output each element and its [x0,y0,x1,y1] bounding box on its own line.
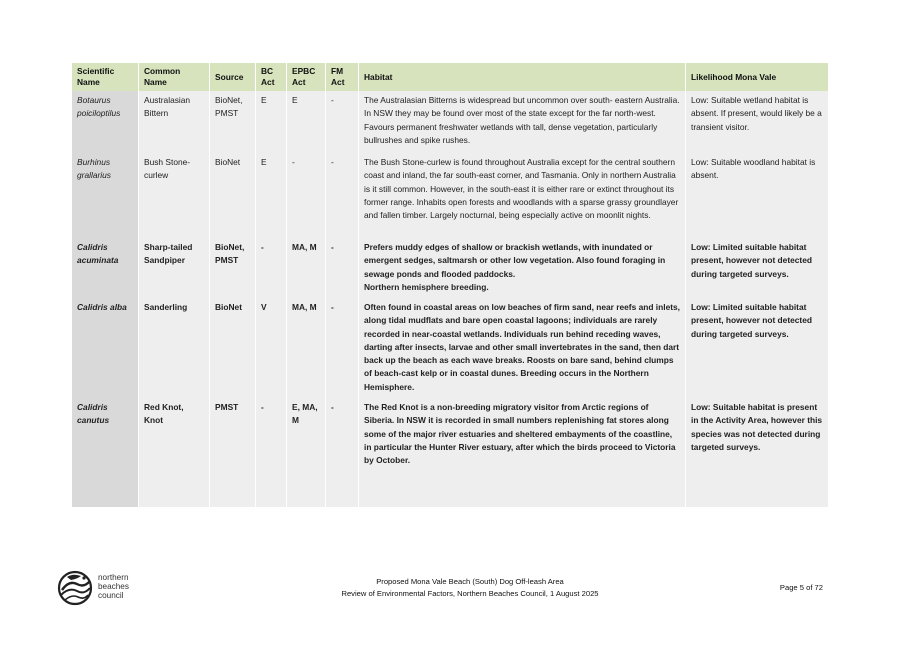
species-table [71,63,829,507]
likelihood-cell: Low: Limited suitable habitat present, however not detected during targeted surveys. [686,238,828,298]
table-row [72,91,828,153]
scientific-name-cell: Calidris alba [72,298,138,398]
page-number: Page 5 of 72 [779,583,823,592]
footer-title: Proposed Mona Vale Beach (South) Dog Off-leash Area [376,577,564,586]
footer-document-title [250,576,690,599]
header-common-name: Common Name [139,63,209,91]
scientific-name-cell: Calidris canutus [72,398,138,507]
scientific-name-cell: Calidris acuminata [72,238,138,298]
northern-beaches-council-logo-icon [57,570,95,606]
fm-act-cell: - [326,238,358,298]
epbc-act-cell: MA, M [287,298,325,398]
header-scientific-name: Scientific Name [72,63,138,91]
council-name-line: northern [98,573,129,582]
epbc-act-cell: E [287,91,325,153]
fm-act-cell: - [326,298,358,398]
common-name-cell: Sharp-tailed Sandpiper [139,238,209,298]
source-cell: PMST [210,398,255,507]
table-header-row [72,63,828,91]
header-source: Source [210,63,255,91]
source-cell: BioNet [210,298,255,398]
fm-act-cell: - [326,91,358,153]
habitat-cell: The Bush Stone-curlew is found throughout Australia except for the central southern coast and inland, the far south-east corner, and Tasmania. Only in northern Australia is it still common. However, in the south-east it is either rare or extinct throughout its former range. Inhabits open forests and woodlands with a sparse grassy groundlayer and fallen timber. Largely nocturnal, being especially active on moonlit nights. [359,153,685,238]
table-row [72,398,828,507]
bc-act-cell: - [256,398,286,507]
bc-act-cell: V [256,298,286,398]
likelihood-cell: Low: Suitable woodland habitat is absent. [686,153,828,238]
source-cell: BioNet, PMST [210,238,255,298]
common-name-cell: Bush Stone-curlew [139,153,209,238]
habitat-text: Prefers muddy edges of shallow or brackish wetlands, with inundated or emergent sedges, saltmarsh or other low vegetation. Also found foraging in sewage ponds and flooded paddocks. [364,242,666,279]
epbc-act-cell: MA, M [287,238,325,298]
common-name-cell: Red Knot, Knot [139,398,209,507]
table-row [72,238,828,298]
header-epbc-act: EPBC Act [287,63,325,91]
fm-act-cell: - [326,153,358,238]
header-bc-act: BC Act [256,63,286,91]
fm-act-cell: - [326,398,358,507]
habitat-cell: The Australasian Bitterns is widespread but uncommon over south- eastern Australia. In NSW they may be found over most of the state except for the far north-west. Favours permanent freshwater wetlands with tall, dense vegetation, particularly bullrushes and spike rushes. [359,91,685,153]
common-name-cell: Sanderling [139,298,209,398]
source-cell: BioNet, PMST [210,91,255,153]
table-row [72,298,828,398]
epbc-act-cell: - [287,153,325,238]
habitat-cell [359,238,685,298]
bc-act-cell: - [256,238,286,298]
header-likelihood: Likelihood Mona Vale [686,63,828,91]
likelihood-cell: Low: Suitable habitat is present in the Activity Area, however this species was not detected during targeted surveys. [686,398,828,507]
common-name-cell: Australasian Bittern [139,91,209,153]
scientific-name-cell: Botaurus poiciloptilus [72,91,138,153]
epbc-act-cell: E, MA, M [287,398,325,507]
habitat-cell: Often found in coastal areas on low beaches of firm sand, near reefs and inlets, along tidal mudflats and bare open coastal lagoons; individuals are rarely recorded in near-coastal wetlands. Individuals run behind receding waves, darting after insects, larvae and other small invertebrates in the sand, then dart back up the beach as each wave breaks. Roosts on bare sand, behind clumps of beach-cast kelp or in coastal dunes. Breeding occurs in the Northern Hemisphere. [359,298,685,398]
table-row [72,153,828,238]
header-habitat: Habitat [359,63,685,91]
council-name [98,573,129,601]
likelihood-cell: Low: Suitable wetland habitat is absent. If present, would likely be a transient visitor. [686,91,828,153]
header-fm-act: FM Act [326,63,358,91]
scientific-name-cell: Burhinus grallarius [72,153,138,238]
likelihood-cell: Low: Limited suitable habitat present, however not detected during targeted surveys. [686,298,828,398]
habitat-breeding-note: Northern hemisphere breeding. [364,281,489,292]
bc-act-cell: E [256,153,286,238]
habitat-cell: The Red Knot is a non-breeding migratory visitor from Arctic regions of Siberia. In NSW it is recorded in small numbers replenishing fat stores along some of the major river estuaries and sheltered embayments of the coastline, in particular the Hunter River estuary, after which the birds proceed to Victoria by October. [359,398,685,507]
council-name-line: council [98,591,124,601]
council-name-line: beaches [98,582,129,592]
bc-act-cell: E [256,91,286,153]
source-cell: BioNet [210,153,255,238]
footer-subtitle: Review of Environmental Factors, Northern Beaches Council, 1 August 2025 [341,588,599,598]
